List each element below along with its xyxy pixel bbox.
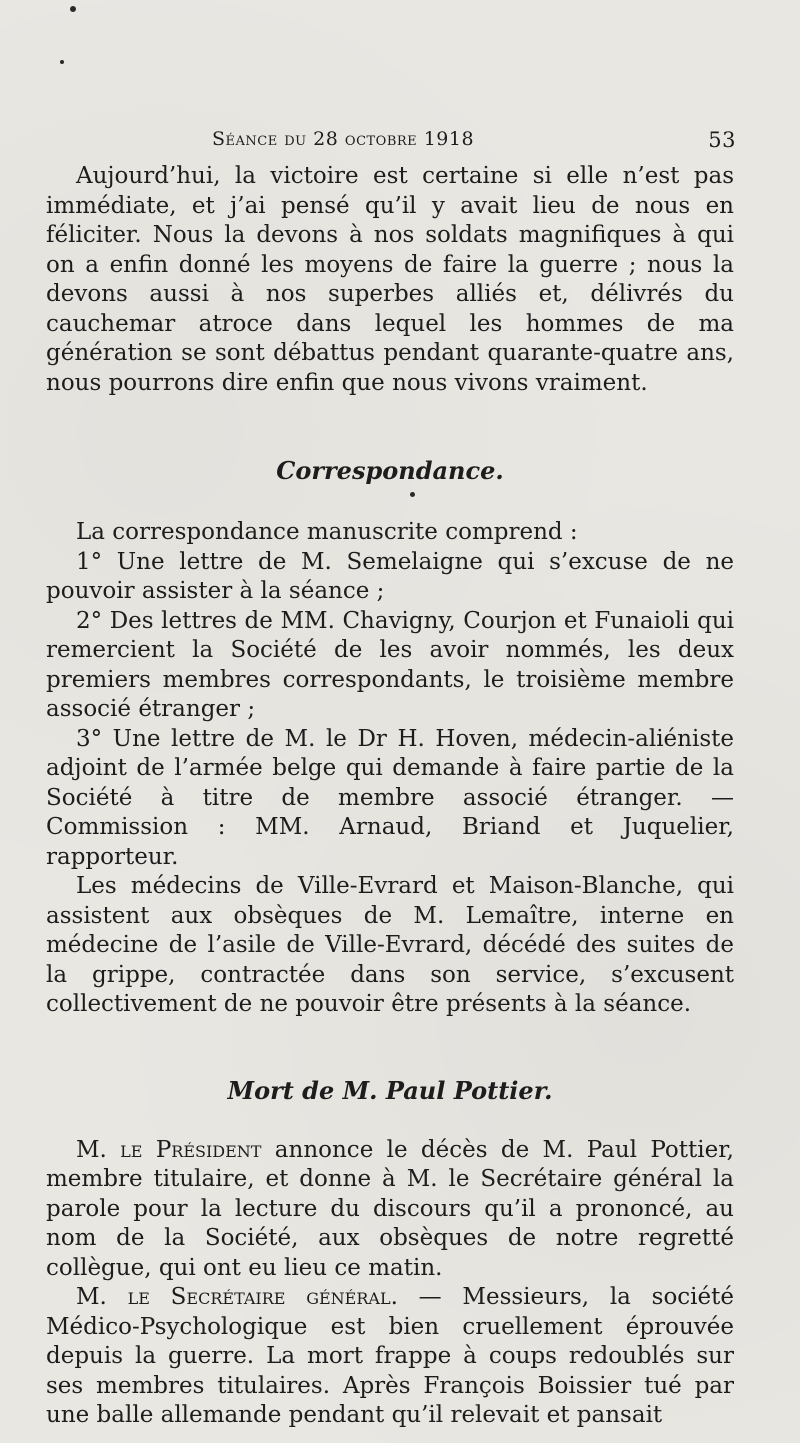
paragraph-correspondance-intro: La correspondance manuscrite comprend :	[76, 519, 578, 545]
section-heading-mort: Mort de M. Paul Pottier.	[227, 1075, 553, 1105]
section-heading-correspondance: Correspondance.	[276, 456, 504, 485]
secretaire-text: — Messieurs, la société Médico-Psychologique est bien cruellement éprouvée depuis la guerre. La mort frappe à coups redoublés sur ses membres titulaires. Après François Boissier tué par une balle allemande pendant qu’il relevait et pansait	[46, 1284, 734, 1428]
secretaire-lead: M. le Secrétaire général.	[76, 1284, 398, 1310]
running-title-date: 28	[313, 128, 339, 150]
paragraph-president	[46, 1136, 734, 1284]
paragraph-medecins: Les médecins de Ville-Evrard et Maison-Blanche, qui assistent aux obsèques de M. Lemaître, interne en médecine de l’asile de Ville-Evrard, décédé des suites de la grippe, contractée dans son service, s’excusent collectivement de ne pouvoir être présents à la séance.	[46, 873, 734, 1017]
page-number: 53	[708, 128, 736, 152]
paragraph-item-3: 3° Une lettre de M. le Dr H. Hoven, médecin-aliéniste adjoint de l’armée belge qui demande à faire partie de la Société à titre de membre associé étranger. — Commission : MM. Arnaud, Briand et Juquelier, rapporteur.	[46, 725, 734, 870]
running-title-prefix: Séance du	[212, 128, 307, 150]
president-lead: M. le Président	[76, 1136, 262, 1163]
paragraph-item-2: 2° Des lettres de MM. Chavigny, Courjon et Funaioli qui remercient la Société de les avoir nommés, les deux premiers membres correspondants, le troisième membre associé étranger ;	[46, 607, 734, 722]
print-speck	[70, 6, 76, 12]
running-title-month: octobre	[344, 128, 418, 150]
running-title-year: 1918	[423, 128, 475, 150]
running-title	[212, 128, 474, 150]
paragraph-secretaire	[46, 1283, 734, 1431]
book-page	[46, 122, 734, 1431]
president-text: annonce le décès de M. Paul Pottier, membre titulaire, et donne à M. le Secrétaire général la parole pour la lecture du discours qu’il a prononcé, au nom de la Société, aux obsèques de notre regretté collègue, qui ont eu lieu ce matin.	[46, 1136, 734, 1281]
running-header	[46, 122, 734, 162]
paragraph-intro: Aujourd’hui, la victoire est certaine si elle n’est pas immédiate, et j’ai pensé qu’il y avait lieu de nous en féliciter. Nous la devons à nos soldats magnifiques à qui on a enfin donné les moyens de faire la guerre ; nous la devons aussi à nos superbes alliés et, délivrés du cauchemar atroce dans lequel les hommes de ma génération se sont débattus pendant quarante-quatre ans, nous pourrons dire enfin que nous vivons vraiment.	[46, 163, 734, 396]
print-speck	[60, 60, 64, 64]
paragraph-item-1: 1° Une lettre de M. Semelaigne qui s’excuse de ne pouvoir assister à la séance ;	[46, 548, 734, 604]
